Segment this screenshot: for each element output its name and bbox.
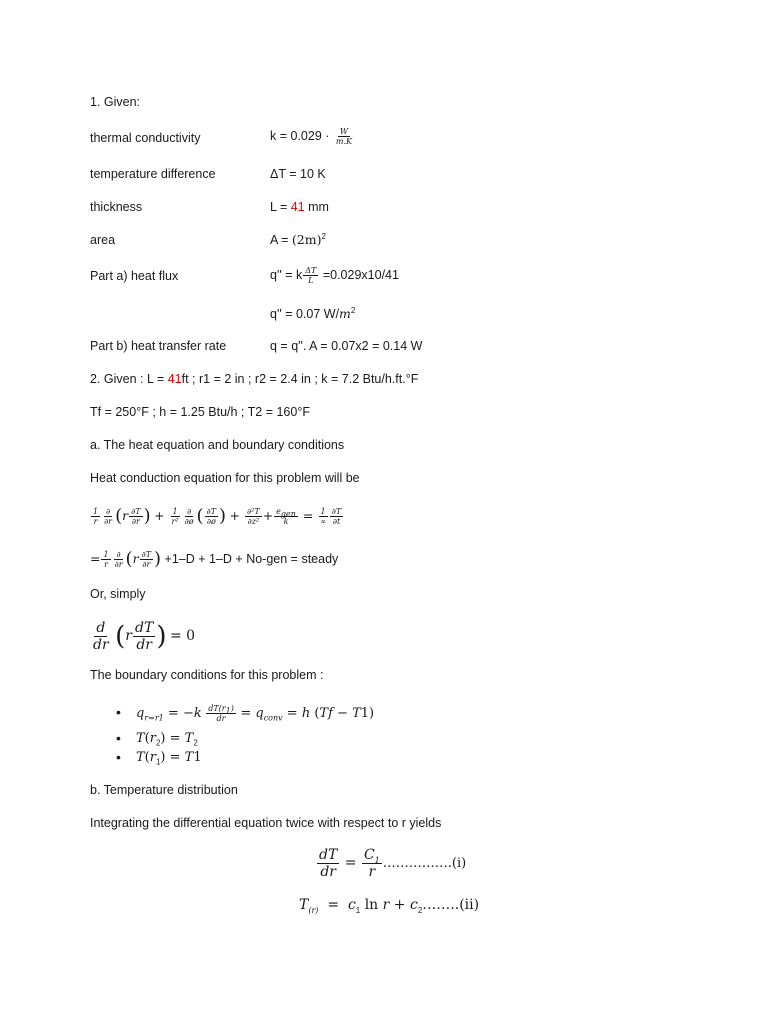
heat-equation-full: $\frac{1}{r}$ $\frac{\partial}{\partial r}$ (r $\frac{\partial T}{\partial r}$ ) + $\frac{1}{\text{r²}}$ $\frac{\partial}{\partial ø}$ ( $\frac{\partial T}{\partial ø}$ ) + $\frac{\text{∂²T}}{\text{∂z²}}$ + $\frac{e_{gen}}{k}$ = $\frac{1}{\propto}$ $\frac{\partial T}{\partial t}$ bbox=[93, 505, 342, 527]
flux-fraction bbox=[303, 266, 318, 285]
area-pre: A = bbox=[270, 233, 292, 247]
label-thickness: thickness bbox=[90, 200, 143, 214]
given2-line2: Tf = 250°F ; h = 1.25 Btu/h ; T2 = 160°F bbox=[90, 405, 310, 419]
value-thickness bbox=[270, 199, 329, 215]
simple-ode: $\frac{d}{dr}$ (r $\frac{dT}{dr}$ ) = 0 bbox=[93, 620, 196, 654]
label-heat-flux: Part a) heat flux bbox=[90, 269, 179, 283]
eq2-tail: ……..(ii) bbox=[422, 897, 480, 913]
k-prefix: k = 0.029 · bbox=[270, 129, 330, 143]
bc-intro: The boundary conditions for this problem : bbox=[90, 668, 324, 682]
value-thermal-conductivity bbox=[270, 124, 355, 148]
k-unit-num: W bbox=[339, 127, 349, 137]
given1-heading: 1. Given: bbox=[90, 95, 141, 109]
ode-equals-zero: = 0 bbox=[169, 628, 196, 644]
flux-num: ΔT bbox=[305, 266, 317, 276]
area-math: (2m) bbox=[291, 232, 322, 247]
value-temperature-difference: ΔT = 10 K bbox=[270, 167, 326, 181]
given2-post: ft ; r1 = 2 in ; r2 = 2.4 in ; k = 7.2 Btu/h.ft.°F bbox=[181, 372, 419, 386]
flux-result-math: m bbox=[339, 306, 351, 321]
value-heat-flux-result bbox=[270, 306, 355, 322]
bullet-dot-2: • bbox=[116, 730, 121, 746]
label-temperature-difference: temperature difference bbox=[90, 167, 216, 181]
given2-line1 bbox=[90, 371, 418, 387]
equation-i: $\frac{dT}{dr}$ = $\frac{C_1}{r}$ …………….(i) bbox=[319, 847, 467, 881]
given2-pre: 2. Given : L = bbox=[90, 372, 168, 386]
value-heat-transfer-rate: q = q''. A = 0.07x2 = 0.14 W bbox=[270, 339, 423, 353]
part-b-heading: b. Temperature distribution bbox=[90, 783, 238, 797]
value-heat-flux bbox=[270, 262, 399, 288]
thickness-pre: L = bbox=[270, 200, 291, 214]
flux-pre: q'' = k bbox=[270, 268, 303, 282]
label-heat-transfer-rate: Part b) heat transfer rate bbox=[90, 339, 227, 353]
bc-item-2: $T(r_2) = T_2$ bbox=[136, 731, 198, 748]
flux-post: =0.029x10/41 bbox=[319, 268, 399, 282]
eq1-tail: …………….(i) bbox=[382, 856, 467, 871]
or-simply: Or, simply bbox=[90, 587, 146, 601]
value-area bbox=[270, 232, 326, 248]
bullet-dot-3: • bbox=[116, 749, 121, 765]
flux-den: L bbox=[308, 276, 314, 286]
k-unit-fraction bbox=[334, 127, 354, 146]
label-thermal-conductivity: thermal conductivity bbox=[90, 131, 201, 145]
simplified-tail: +1–D + 1–D + No-gen = steady bbox=[161, 552, 339, 566]
k-unit-den: m.K bbox=[335, 137, 353, 147]
flux-result-exponent: 2 bbox=[350, 305, 356, 315]
thickness-red-value: 41 bbox=[290, 200, 305, 214]
part-b-intro: Integrating the differential equation twice with respect to r yields bbox=[90, 816, 442, 830]
thickness-unit: mm bbox=[304, 200, 329, 214]
part-a-intro: Heat conduction equation for this problem will be bbox=[90, 471, 360, 485]
bc-item-3: $T(r_1) = T1$ bbox=[136, 750, 202, 767]
given2-red-value: 41 bbox=[167, 372, 182, 386]
label-area: area bbox=[90, 233, 116, 247]
heat-equation-simplified: = $\frac{1}{r}$ $\frac{\partial}{\partial r}$ (r $\frac{\partial T}{\partial r}$ ) +1–D + 1–D + No-gen = steady bbox=[90, 548, 339, 570]
bullet-dot-1: • bbox=[116, 704, 121, 720]
area-exponent: 2 bbox=[321, 231, 326, 241]
flux-result-pre: q'' = 0.07 W/ bbox=[270, 307, 340, 321]
equation-ii: $T_{(r)} = c_1$ $\ln r + c_2\dots\dots..(ii)$ bbox=[299, 897, 480, 915]
part-a-heading: a. The heat equation and boundary conditions bbox=[90, 438, 345, 452]
bc-item-1: $q_{r=r1} = -k$ $\frac{dT(r_1)}{dr}$ = $q_{conv} = h$ (Tf − T1) bbox=[136, 704, 375, 724]
